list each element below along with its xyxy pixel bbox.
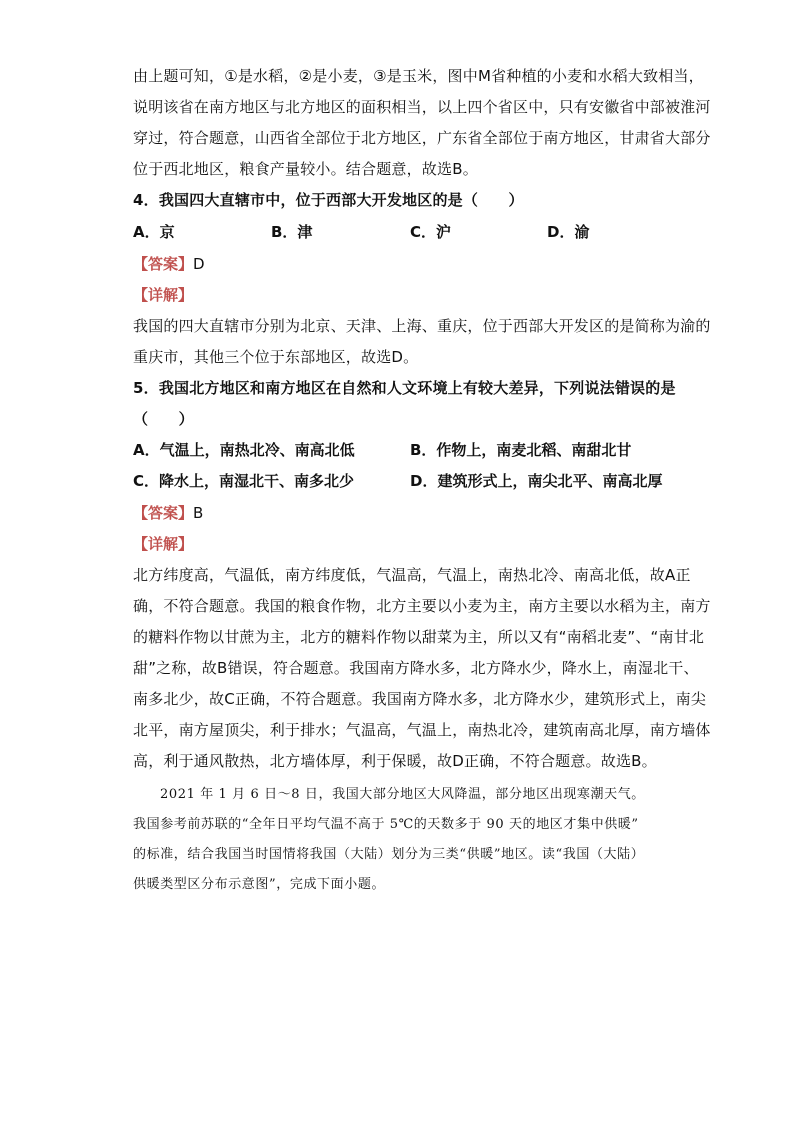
material-line-4: 供暖类型区分布示意图”，完成下面小题。 [133,877,386,892]
q4-detail-tag: 【详解】 [133,286,194,304]
q4-stem: 4．我国四大直辖市中，位于西部大开发地区的是（ ） [133,191,524,209]
q5-detail-line-5: 南多北少，故C正确，不符合题意。我国南方降水多，北方降水少，建筑形式上，南尖 [133,690,707,708]
q5-detail-line-6: 北平，南方屋顶尖，利于排水；气温高，气温上，南热北冷，建筑南高北厚，南方墙体 [133,721,711,739]
material-line-2: 我国参考前苏联的“全年日平均气温不高于 5℃的天数多于 90 天的地区才集中供暖” [133,817,639,832]
q5-answer-value: B [193,504,204,522]
q5-detail-heading [133,534,193,554]
material-line-3: 的标准，结合我国当时国情将我国（大陆）划分为三类“供暖”地区。读“我国（大陆） [133,847,645,862]
q5-option-c: C．降水上，南湿北干、南多北少 [133,472,355,490]
q4-answer-tag: 【答案】 [133,255,194,273]
q4-detail-line-2: 重庆市，其他三个位于东部地区，故选D。 [133,348,419,366]
prev-explain-line-3: 穿过，符合题意，山西省全部位于北方地区，广东省全部位于南方地区，甘肃省大部分 [133,129,711,147]
q5-option-d: D．建筑形式上，南尖北平、南高北厚 [410,472,663,490]
q5-answer [133,503,203,523]
q4-option-c: C．沪 [410,223,452,241]
q4-answer [133,254,205,274]
q5-detail-line-7: 高，利于通风散热，北方墙体厚，利于保暖，故D正确，不符合题意。故选B。 [133,752,657,770]
q4-detail-line-1: 我国的四大直辖市分别为北京、天津、上海、重庆，位于西部大开发区的是简称为渝的 [133,317,711,335]
q4-option-a: A．京 [133,223,175,241]
q5-detail-tag: 【详解】 [133,535,194,553]
prev-explain-line-2: 说明该省在南方地区与北方地区的面积相当，以上四个省区中，只有安徽省中部被淮河 [133,98,711,116]
material-line-1: 2021 年 1 月 6 日～8 日，我国大部分地区大风降温，部分地区出现寒潮天气。 [160,787,645,802]
q4-option-b: B．津 [271,223,313,241]
prev-explain-line-1: 由上题可知，①是水稻，②是小麦，③是玉米，图中M省种植的小麦和水稻大致相当， [133,67,704,85]
q4-answer-value: D [193,255,205,273]
prev-explain-line-4: 位于西北地区，粮食产量较小。结合题意，故选B。 [133,160,478,178]
q4-detail-heading [133,285,193,305]
q5-detail-line-1: 北方纬度高，气温低，南方纬度低，气温高，气温上，南热北冷、南高北低，故A正 [133,566,691,584]
q5-answer-tag: 【答案】 [133,504,194,522]
q5-detail-line-3: 的糖料作物以甘蔗为主，北方的糖料作物以甜菜为主，所以又有“南稻北麦”、“南甘北 [133,628,705,646]
q5-stem-line-2: （ ） [133,410,194,428]
q4-option-d: D．渝 [547,223,590,241]
q5-detail-line-2: 确，不符合题意。我国的粮食作物，北方主要以小麦为主，南方主要以水稻为主，南方 [133,597,711,615]
q5-stem-line-1: 5．我国北方地区和南方地区在自然和人文环境上有较大差异，下列说法错误的是 [133,379,676,397]
q5-option-a: A．气温上，南热北冷、南高北低 [133,441,355,459]
q5-detail-line-4: 甜”之称，故B错误，符合题意。我国南方降水多，北方降水少，降水上，南湿北干、 [133,659,699,677]
q5-option-b: B．作物上，南麦北稻、南甜北甘 [410,441,632,459]
